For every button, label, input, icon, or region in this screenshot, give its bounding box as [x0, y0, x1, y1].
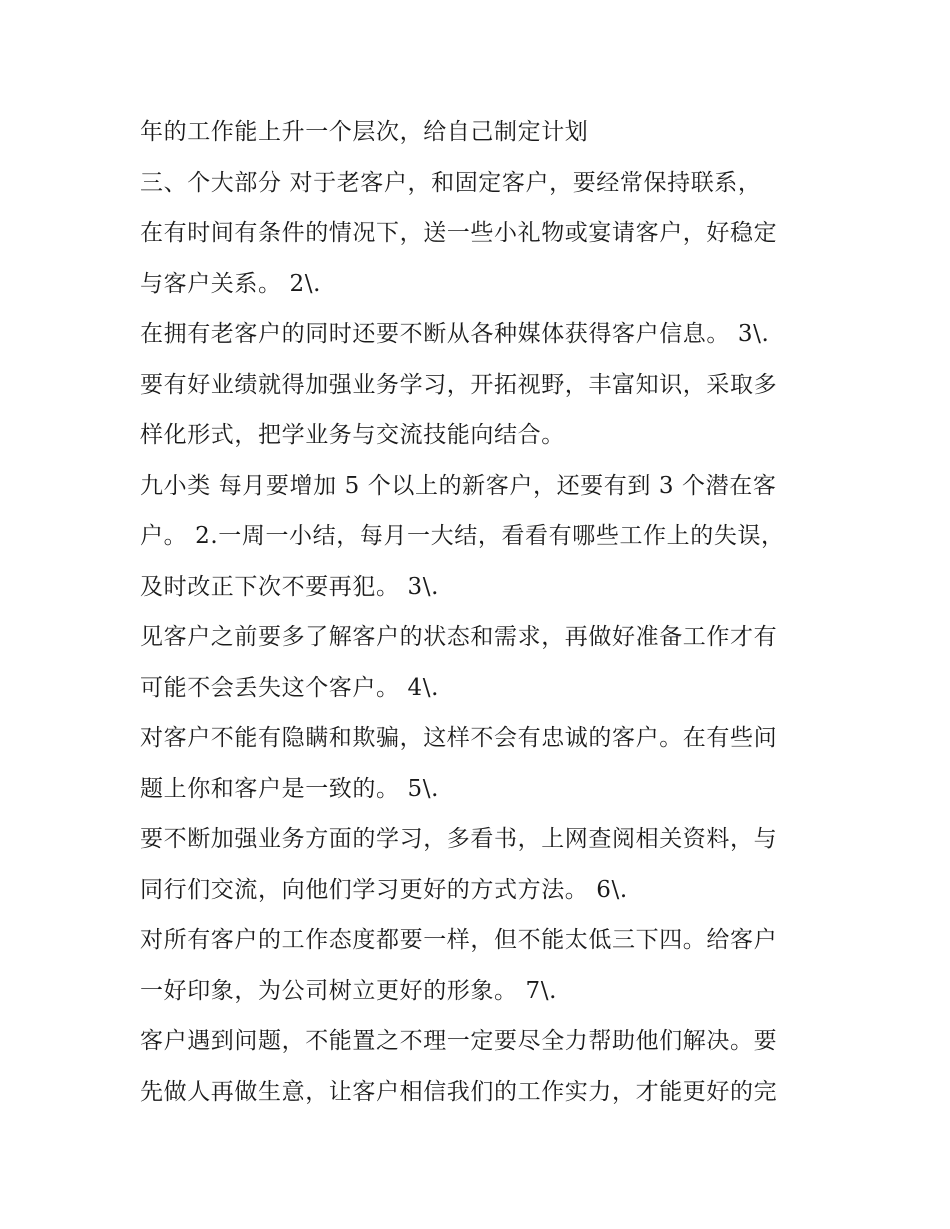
text-line: 样化形式，把学业务与交流技能向结合。: [140, 422, 565, 448]
text-line: 在有时间有条件的情况下，送一些小礼物或宴请客户，好稳定: [140, 220, 778, 246]
text-line: 一好印象，为公司树立更好的形象。 7\.: [140, 977, 558, 1004]
text-line: 客户遇到问题，不能置之不理一定要尽全力帮助他们解决。要: [140, 1028, 778, 1054]
text-line: 及时改正下次不要再犯。 3\.: [140, 573, 440, 600]
text-line: 与客户关系。 2\.: [140, 270, 322, 297]
document-body: [140, 107, 830, 1117]
text-line: 要不断加强业务方面的学习，多看书，上网查阅相关资料，与: [140, 826, 778, 852]
text-line: 对客户不能有隐瞒和欺骗，这样不会有忠诚的客户。在有些问: [140, 725, 778, 751]
text-line: 题上你和客户是一致的。 5\.: [140, 775, 440, 802]
text-line: 同行们交流，向他们学习更好的方式方法。 6\.: [140, 876, 628, 903]
text-line: 户。 2.一周一小结，每月一大结，看看有哪些工作上的失误，: [140, 523, 785, 549]
text-line: 九小类 每月要增加 5 个以上的新客户，还要有到 3 个潜在客: [140, 472, 777, 499]
text-line: 三、个大部分 对于老客户，和固定客户，要经常保持联系，: [140, 169, 762, 196]
text-line: 对所有客户的工作态度都要一样，但不能太低三下四。给客户: [140, 927, 778, 953]
text-line: 可能不会丢失这个客户。 4\.: [140, 674, 440, 701]
text-line: 先做人再做生意，让客户相信我们的工作实力，才能更好的完: [140, 1078, 778, 1105]
text-line: 见客户之前要多了解客户的状态和需求，再做好准备工作才有: [140, 624, 778, 650]
text-line: 在拥有老客户的同时还要不断从各种媒体获得客户信息。 3\.: [140, 321, 770, 347]
text-line: 要有好业绩就得加强业务学习，开拓视野，丰富知识，采取多: [140, 371, 778, 398]
text-line: 年的工作能上升一个层次，给自己制定计划: [140, 119, 589, 145]
